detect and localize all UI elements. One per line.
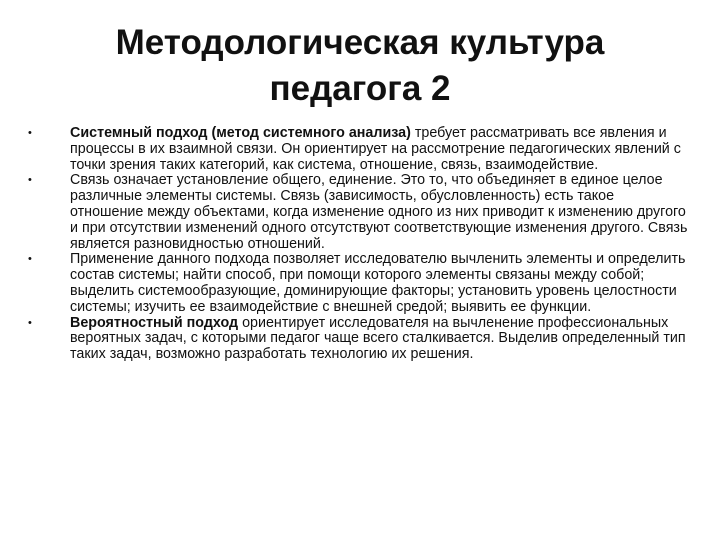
bullet-text bbox=[70, 125, 681, 173]
bullet-item-connection bbox=[28, 173, 688, 252]
bullet-bold-term: Вероятностный подход bbox=[70, 314, 239, 331]
bullet-text bbox=[70, 172, 687, 251]
bullet-body: Применение данного подхода позволяет исследователю вычленить элементы и определить состав системы; найти способ, при помощи которого элементы связаны между собой; выделить системообразующие, доминирующие факторы; установить уровень целостности системы; изучить ее взаимодействие с внешней средой; выявить ее функции. bbox=[70, 251, 686, 315]
bullet-item-systemic-approach bbox=[28, 126, 688, 173]
bullet-dot-icon: • bbox=[28, 127, 32, 139]
bullet-dot-icon: • bbox=[28, 253, 32, 266]
slide-title-line-1: Методологическая культура bbox=[115, 23, 605, 62]
slide-title bbox=[60, 20, 660, 112]
bullet-dot-icon: • bbox=[28, 316, 32, 329]
slide-title-line-2: педагога 2 bbox=[269, 69, 451, 108]
bullet-dot-icon: • bbox=[28, 174, 32, 187]
bullet-body: Связь означает установление общего, единение. Это то, что объединяет в единое целое различные элементы системы. Связь (зависимость, обусловленность) есть такое отношение между объектами, когда изменение одного из них приводит к изменению другого и при отсутствии изменений одного отсутствуют соответствующие изменения другого. Связь является разновидностью отношений. bbox=[70, 172, 688, 252]
bullet-text bbox=[70, 315, 686, 363]
bullet-body: требует рассматривать все явления и процессы в их взаимной связи. Он ориентирует на рассмотрение педагогических явлений с точки зрения таких категорий, как система, отношение, связь, взаимодействие. bbox=[70, 125, 681, 173]
bullet-item-probabilistic-approach bbox=[28, 316, 688, 363]
bullet-bold-term: Системный подход (метод системного анализа) bbox=[70, 125, 411, 141]
bullet-text bbox=[70, 251, 685, 314]
bullet-list bbox=[28, 126, 688, 363]
bullet-body: ориентирует исследователя на вычленение профессиональных вероятных задач, с которыми педагог чаще всего сталкивается. Выделив определенный тип таких задач, возможно разработать технологию их решения. bbox=[70, 314, 686, 363]
bullet-item-application bbox=[28, 252, 688, 315]
